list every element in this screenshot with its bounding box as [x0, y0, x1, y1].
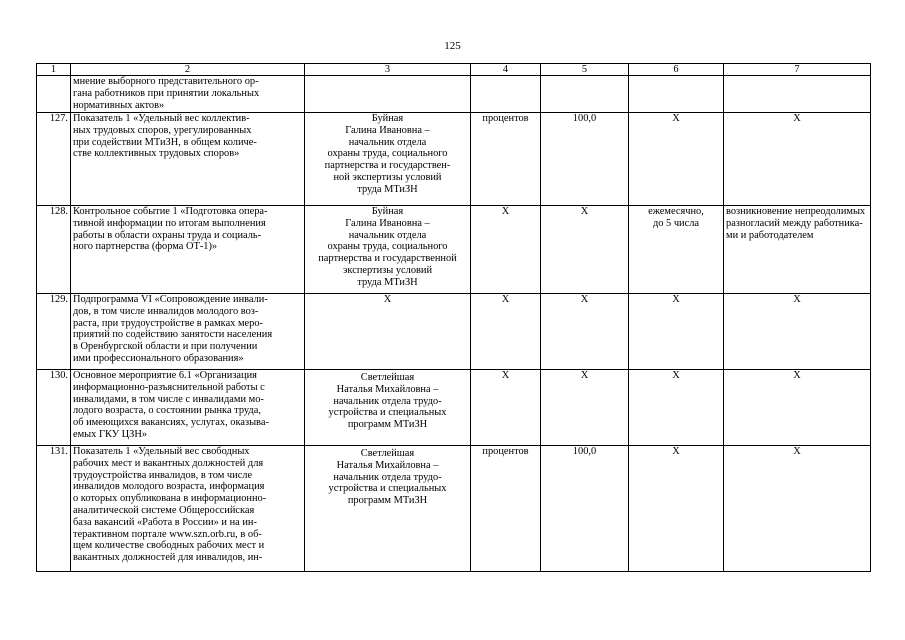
row-number [37, 76, 71, 113]
row-number: 130. [37, 370, 71, 446]
row-period: Х [629, 446, 724, 572]
table-row [37, 113, 871, 206]
row-period: Х [629, 294, 724, 370]
column-header: 7 [724, 64, 871, 76]
row-number: 127. [37, 113, 71, 206]
row-period: ежемесячно, до 5 числа [648, 206, 704, 229]
row-value: 100,0 [541, 446, 629, 572]
row-unit: процентов [471, 113, 541, 206]
row-responsible: Буйная Галина Ивановна – начальник отдела охраны труда, социального партнерства и государствен- ной экспертизы условий труда МТиЗН [324, 113, 451, 195]
table-row [37, 206, 871, 294]
table-row [37, 294, 871, 370]
column-header: 3 [305, 64, 471, 76]
row-period: Х [629, 113, 724, 206]
row-unit: Х [471, 206, 541, 294]
row-risk: Х [724, 294, 871, 370]
table-row [37, 370, 871, 446]
row-description: Основное мероприятие 6.1 «Организация информационно-разъяснительной работы с инвалидами, в том числе с инвалидами мо- лодого возраста, о состоянии рынка труда, об имеющихся вакансиях, услугах, оказыва- емых ГКУ ЦЗН» [73, 370, 269, 440]
row-unit: процентов [471, 446, 541, 572]
row-responsible: Буйная Галина Ивановна – начальник отдела охраны труда, социального партнерства и государственной экспертизы условий труда МТиЗН [318, 206, 457, 288]
row-description: мнение выборного представительного ор- гана работников при принятии локальных нормативных актов» [73, 76, 260, 111]
row-risk: возникновение непреодолимых разногласий между работника- ми и работодателем [726, 206, 866, 241]
page-number: 125 [444, 40, 461, 52]
row-unit: Х [471, 370, 541, 446]
row-description: Контрольное событие 1 «Подготовка опера- тивной информации по итогам выполнения работы в области охраны труда и социаль- ного партнерства (форма ОТ-1)» [73, 206, 268, 253]
row-number: 129. [37, 294, 71, 370]
row-number: 131. [37, 446, 71, 572]
row-number: 128. [37, 206, 71, 294]
column-header: 5 [541, 64, 629, 76]
row-period [629, 76, 724, 113]
row-responsible: Светлейшая Наталья Михайловна – начальник отдела трудо- устройства и специальных программ МТиЗН [328, 448, 447, 507]
row-unit: Х [471, 294, 541, 370]
column-header: 1 [37, 64, 71, 76]
row-risk: Х [724, 446, 871, 572]
row-value: 100,0 [541, 113, 629, 206]
row-description: Показатель 1 «Удельный вес свободных рабочих мест и вакантных должностей для трудоустройства инвалидов, в том числе инвалидов молодого возраста, информация о которых опубликована в информационно- аналитической системе Общероссийская база вакансий «Работа в России» и на ин- терактивном портале www.szn.orb.ru, в об- щем количестве свободных рабочих мест и вакантных должностей для инвалидов, ин- [73, 446, 267, 564]
row-description: Показатель 1 «Удельный вес коллектив- ных трудовых споров, урегулированных при содействии МТиЗН, в общем количе- стве коллективных трудовых споров» [73, 113, 257, 160]
row-responsible: Х [305, 294, 471, 370]
row-description: Подпрограмма VI «Сопровождение инвали- дов, в том числе инвалидов молодого воз- раста, при трудоустройстве в рамках меро- приятий по содействию занятости населения в Оренбургской области и при получении ими профессионального образования» [73, 294, 273, 364]
row-period: Х [629, 370, 724, 446]
column-header: 4 [471, 64, 541, 76]
row-value: Х [541, 370, 629, 446]
row-risk: Х [724, 113, 871, 206]
column-numbers-row [37, 64, 871, 76]
row-risk [724, 76, 871, 113]
row-risk: Х [724, 370, 871, 446]
column-header: 6 [629, 64, 724, 76]
row-responsible: Светлейшая Наталья Михайловна – начальник отдела трудо- устройства и специальных программ МТиЗН [328, 372, 447, 431]
row-value: Х [541, 206, 629, 294]
column-header: 2 [71, 64, 305, 76]
table-row [37, 76, 871, 113]
table-row [37, 446, 871, 572]
row-value [541, 76, 629, 113]
row-unit [471, 76, 541, 113]
row-value: Х [541, 294, 629, 370]
indicators-table [36, 63, 871, 572]
